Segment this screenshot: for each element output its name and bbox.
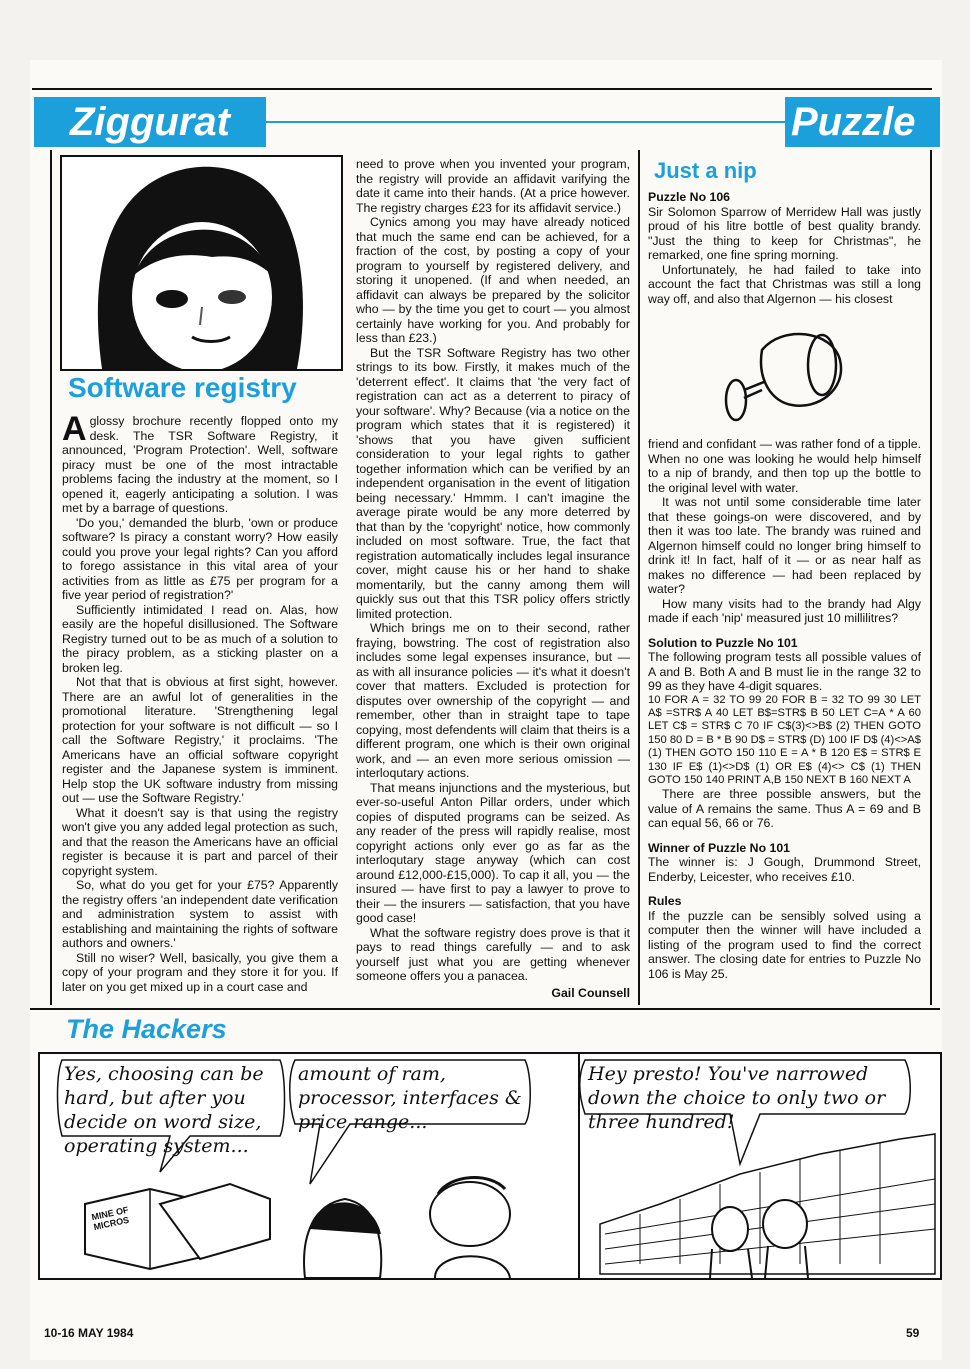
winner-heading: Winner of Puzzle No 101	[648, 840, 791, 855]
puzzle-paragraph-3: friend and confidant — was rather fond of a tipple. When no one was looking he would help himself to a nip of brandy, and then top up the bottle to the original level with water.	[648, 437, 921, 495]
article-paragraph-3: Sufficiently intimidated I read on. Alas, how easily are the hopeful disillusioned. The Software Registry turned out to be as much of a solution to the piracy problem, as a sticking plaster on a broken leg.	[62, 602, 338, 675]
brandy-glass-illustration	[722, 320, 852, 430]
middle-column-rule	[638, 150, 640, 1005]
solution-heading: Solution to Puzzle No 101	[648, 635, 798, 650]
speech-bubble-1: Yes, choosing can be hard, but after you decide on word size, operating system...	[64, 1063, 264, 1157]
article-title: Software registry	[68, 372, 297, 403]
speech-bubble-2: amount of ram, processor, interfaces & price range...	[298, 1063, 522, 1133]
puzzle-title: Just a nip	[654, 158, 757, 183]
solution-conclusion: There are three possible answers, but the value of A remains the same. Thus A = 69 and B can equal 56, 66 or 76.	[648, 787, 921, 831]
article-column-1	[62, 410, 338, 994]
article-paragraph-7: Still no wiser? Well, basically, you give them a copy of your program and they store it for you. If later on you get mixed up in a court case and	[62, 950, 338, 994]
rules-text: If the puzzle can be sensibly solved using a computer then the winner will have included a listing of the program used to find the correct answer. The closing date for entries to Puzzle No 106 is May 25.	[648, 908, 921, 981]
puzzle-paragraph-1: Sir Solomon Sparrow of Merridew Hall was justly proud of his litre bottle of best quality brandy. "Just the thing to keep for Christmas", he remarked, one fine spring morning.	[648, 204, 921, 262]
left-column-rule	[50, 150, 52, 1005]
article-paragraph-10: But the TSR Software Registry has two other strings to its bow. Firstly, it makes much of the 'deterrent effect'. It claims that 'the very fact of registration can act as a deterrent to piracy of your software'. Why? Because (via a notice on the program which states that it is registered) it 'shows that you have given sufficient consideration to your legal rights to gather together information which can be verified by an independent organisation in the event of litigation being necessary.' Hmmm. I can't imagine the average pirate would be any more deterred by that than by the 'copyright' notice, how commonly included on most software. True, the fact that registration automatically includes legal insurance cover, might cause his or her hand to shake momentarily, but the canny among them will quickly sus out that this TSR policy offers strictly limited protection.	[356, 345, 630, 621]
article-paragraph-6: So, what do you get for your £75? Apparently the registry offers 'an independent date verification and administration system to assist with establishing and maintaining the rights of software authors and owners.'	[62, 878, 338, 950]
article-paragraph-4: Not that that is obvious at first sight, however. There are an awful lot of generalities in the promotional literature. 'Strengthening legal protection for your software is not difficult — so I call the Software Registry,' it proclaims. 'The Americans have an official software copyright register and the Japanese system is imminent. Help stop the UK software industry from missing out — use the Software Registry.'	[62, 675, 338, 805]
section-divider	[30, 1008, 940, 1010]
puzzle-paragraph-2: Unfortunately, he had failed to take into account the fact that Christmas was still a long way off, and also that Algernon — his closest	[648, 262, 921, 306]
hackers-comic-strip	[38, 1052, 942, 1280]
drop-cap: A	[62, 410, 87, 448]
article-paragraph-5: What it doesn't say is that using the registry won't give you any added legal protection as such, and that the reason the Americans have an official register is because it is part and parcel of their copyright system.	[62, 805, 338, 878]
solution-program-listing: 10 FOR A = 32 TO 99 20 FOR B = 32 TO 99 30 LET A$ =STR$ A 40 LET B$=STR$ B 50 LET C=A * A 60 LET C$ = STR$ C 70 IF C$(3)<>B$ (2) THEN GOTO 150 80 D = B * B 90 D$ = STR$ (D) 100 IF D$ (4)<>A$ (1) THEN GOTO 150 110 E = A * B 120 E$ = STR$ E 130 IF E$ (1)<>D$ (1) OR E$ (4)<> C$ (1) THEN GOTO 150 140 PRINT A,B 150 NEXT B 160 NEXT A	[648, 693, 921, 786]
top-rule	[32, 88, 932, 90]
article-paragraph-2: 'Do you,' demanded the blurb, 'own or produce software? Is piracy a constant worry? How easily could you prove your legal rights? Can you afford to forego assistance in this vital area of your activities from as little as £75 per program for a five year period of registration?'	[62, 515, 338, 602]
puzzle-column-top	[648, 190, 921, 306]
right-column-rule	[930, 150, 932, 1005]
issue-date: 10-16 MAY 1984	[44, 1326, 134, 1340]
puzzle-banner: Puzzle	[785, 97, 940, 147]
shop-sign: MINE OF MICROS	[90, 1204, 130, 1233]
portrait-illustration	[62, 157, 341, 369]
article-paragraph-1: Aglossy brochure recently flopped onto my desk. The TSR Software Registry, it announced, 'Program Protection'. Well, software piracy must be one of the most intractable problems facing the industry at the moment, so I opened it, eagerly anticipating a solution. I was met by a barrage of questions.	[62, 410, 338, 515]
banner-rule	[266, 121, 785, 123]
article-paragraph-12: That means injunctions and the mysterious, but ever-so-useful Anton Pillar orders, under which copies of disputed programs can be seized. As any reader of the press will rapidly realise, most copyright actions only ever go as far as the interloqutary stage anyway (which can cost around £12,000-£15,000). To cap it all, you — the insured — have first to pay a lawyer to prove to their — the insurers — satisfaction, that you have good case!	[356, 780, 630, 925]
puzzle-column-bottom	[648, 437, 921, 981]
article-column-2	[356, 157, 630, 1000]
solution-text: The following program tests all possible values of A and B. Both A and B must lie in the range 32 to 99 as they have 4-digit squares.	[648, 650, 921, 693]
puzzle-number: Puzzle No 106	[648, 190, 731, 204]
ziggurat-banner: Ziggurat	[34, 97, 266, 147]
rules-heading: Rules	[648, 894, 682, 909]
author-photo	[60, 155, 343, 371]
puzzle-paragraph-5: How many visits had to the brandy had Algy made if each 'nip' measured just 10 millilitres?	[648, 596, 921, 625]
speech-bubble-3: Hey presto! You've narrowed down the choice to only two or three hundred!	[588, 1063, 886, 1133]
article-paragraph-13: What the software registry does prove is that it pays to read things carefully — and to ask yourself just what you are getting whenever someone offers you a panacea.	[356, 925, 630, 983]
article-paragraph-8: need to prove when you invented your program, the registry will provide an affidavit varifying the date it came into their hands. (At a price however. The registry charges £23 for its affidavit service.)	[356, 157, 630, 215]
puzzle-paragraph-4: It was not until some considerable time later that these goings-on were discovered, and by then it was too late. The brandy was ruined and Algernon himself could no longer bring himself to drink it! In fact, half of it — or as near half as makes no difference — had been replaced by water?	[648, 495, 921, 596]
article-author: Gail Counsell	[551, 985, 630, 1000]
article-paragraph-9: Cynics among you may have already noticed that much the same end can be achieved, for a fraction of the cost, by posting a copy of your program to yourself by registered delivery, and storing it unopened. (If and when needed, an affidavit can always be prepared by the solicitor who — by the time you get to court — you almost certainly have working for you. And probably for less than £23.)	[356, 215, 630, 345]
article-paragraph-11: Which brings me on to their second, rather fraying, bowstring. The cost of registration also includes some legal expenses insurance, but — as with all insurance policies — it's what it doesn't cover that matters. Excluded is protection for disputes over ownership of the copyright — and remember, other than in straight tape to tape copying, most defendents will claim that theirs is a different program, one which is their own original work, and — an even more serious omission — interloqutary actions.	[356, 621, 630, 780]
page-number: 59	[906, 1326, 920, 1340]
comic-title: The Hackers	[66, 1014, 227, 1044]
winner-text: The winner is: J Gough, Drummond Street, Enderby, Leicester, who receives £10.	[648, 855, 921, 884]
